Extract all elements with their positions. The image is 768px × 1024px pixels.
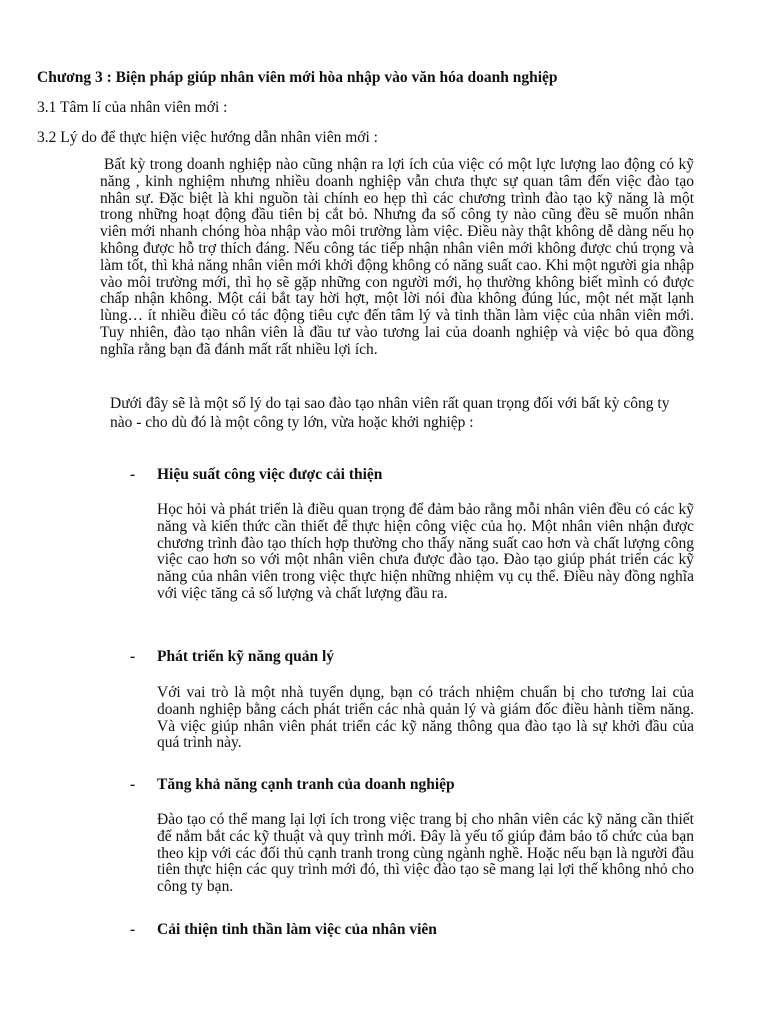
chapter-title: Chương 3 : Biện pháp giúp nhân viên mới hòa nhập vào văn hóa doanh nghiệp [37, 69, 558, 86]
bullet-title: Phát triển kỹ năng quản lý [157, 648, 335, 665]
intro-paragraph-2: Dưới đây sẽ là một số lý do tại sao đào tạo nhân viên rất quan trọng đối với bất kỳ công ty nào - cho dù đó là một công ty lớn, vừa hoặc khởi nghiệp : [110, 395, 670, 431]
bullet-marker: - [130, 466, 136, 483]
bullet-title: Cải thiện tinh thần làm việc của nhân viên [157, 921, 437, 938]
bullet-body: Học hỏi và phát triển là điều quan trọng để đảm bảo rằng mỗi nhân viên đều có các kỹ năng và kiến thức cần thiết để thực hiện công việc của họ. Một nhân viên nhận được chương trình đào tạo thích hợp thường cho thấy năng suất cao hơn và chất lượng công việc cao hơn so với một nhân viên chưa được đào tạo. Đào tạo giúp phát triển các kỹ năng của nhân viên trong việc thực hiện những nhiệm vụ cụ thể. Điều này đồng nghĩa với việc tăng cả số lượng và chất lượng đầu ra. [157, 501, 694, 602]
bullet-body: Đào tạo có thể mang lại lợi ích trong việc trang bị cho nhân viên các kỹ năng cần thiết để nắm bắt các kỹ thuật và quy trình mới. Đây là yếu tố giúp đảm bảo tổ chức của bạn theo kịp với các đối thủ cạnh tranh trong cùng ngành nghề. Hoặc nếu bạn là người đầu tiên thực hiện các quy trình mới đó, thì việc đào tạo sẽ mang lại lợi thế không nhỏ cho công ty bạn. [157, 811, 694, 896]
bullet-body: Với vai trò là một nhà tuyển dụng, bạn có trách nhiệm chuẩn bị cho tương lai của doanh nghiệp bằng cách phát triển các nhà quản lý và giám đốc điều hành tiềm năng. Và việc giúp nhân viên phát triển các kỹ năng thông qua đào tạo là sự khởi đầu của quá trình này. [157, 684, 694, 752]
section-heading-3-1: 3.1 Tâm lí của nhân viên mới : [37, 99, 228, 116]
bullet-marker: - [130, 921, 136, 938]
bullet-marker: - [130, 648, 136, 665]
bullet-title: Hiệu suất công việc được cải thiện [157, 466, 383, 483]
bullet-title: Tăng khả năng cạnh tranh của doanh nghiệp [157, 776, 455, 793]
bullet-marker: - [130, 776, 136, 793]
intro-paragraph: Bất kỳ trong doanh nghiệp nào cũng nhận ra lợi ích của việc có một lực lượng lao động có kỹ năng , kinh nghiệm nhưng nhiều doanh nghiệp vẫn chưa thực sự quan tâm đến việc đào tạo nhân sự. Đặc biệt là khi nguồn tài chính eo hẹp thì các chương trình đào tạo kỹ năng là một trong những hoạt động đầu tiên bị cắt bỏ. Nhưng đa số công ty nào cũng đều sẽ muốn nhân viên mới nhanh chóng hòa nhập vào môi trường làm việc. Điều này thật không dễ dàng nếu họ không được hỗ trợ thích đáng. Nếu công tác tiếp nhận nhân viên mới không được chú trọng và làm tốt, thì khả năng nhân viên mới khởi động không có năng suất cao. Khi một người gia nhập vào môi trường mới, thì họ sẽ gặp những con người mới, họ thường không biết mình có được chấp nhận không. Một cái bắt tay hời hợt, một lời nói đùa không đúng lúc, một nét mặt lạnh lùng… ít nhiều điều có tác động tiêu cực đến tâm lý và tinh thần làm việc của nhân viên mới. Tuy nhiên, đào tạo nhân viên là đầu tư vào tương lai của doanh nghiệp và việc bỏ qua đồng nghĩa rằng bạn đã đánh mất rất nhiều lợi ích. [100, 156, 694, 358]
section-heading-3-2: 3.2 Lý do để thực hiện việc hướng dẫn nhân viên mới : [37, 129, 378, 146]
